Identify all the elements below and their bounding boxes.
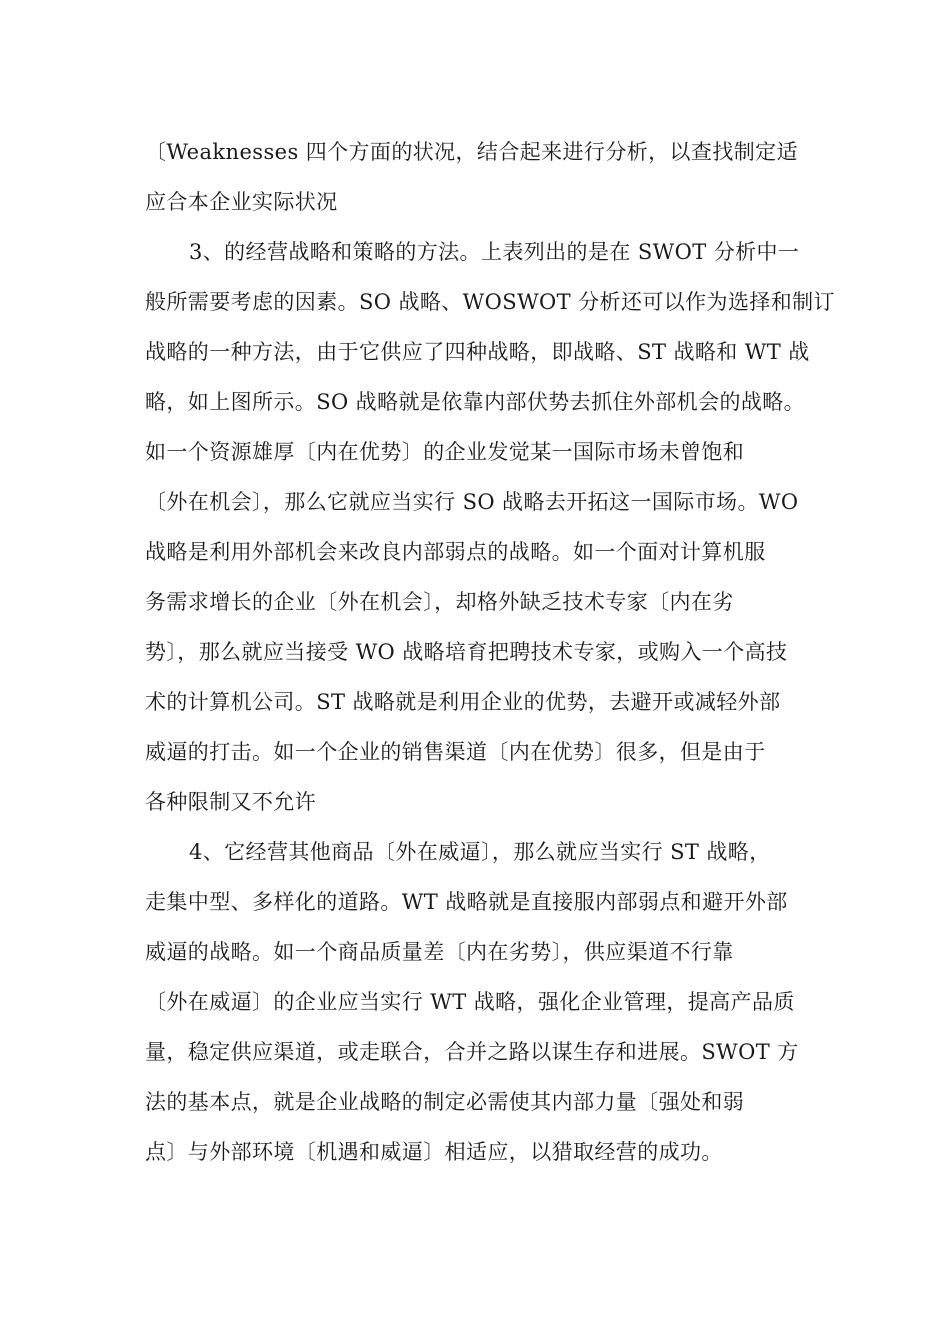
text-line: 各种限制又不允许 bbox=[145, 790, 317, 814]
text-line: 战略的一种方法，由于它供应了四种战略，即战略、ST 战略和 WT 战 bbox=[145, 340, 810, 364]
text-line: 〔Weaknesses 四个方面的状况，结合起来进行分析，以查找制定适 bbox=[145, 140, 798, 164]
text-line: 般所需要考虑的因素。SO 战略、WOSWOT 分析还可以作为选择和制订 bbox=[145, 290, 835, 314]
text-line: 3、的经营战略和策略的方法。上表列出的是在 SWOT 分析中一 bbox=[189, 240, 800, 264]
text-line: 术的计算机公司。ST 战略就是利用企业的优势，去避开或减轻外部 bbox=[145, 690, 781, 714]
text-line: 走集中型、多样化的道路。WT 战略就是直接服内部弱点和避开外部 bbox=[145, 890, 788, 914]
text-line: 如一个资源雄厚〔内在优势〕的企业发觉某一国际市场未曾饱和 bbox=[145, 440, 745, 464]
text-line: 4、它经营其他商品〔外在威逼〕，那么就应当实行 ST 战略， bbox=[189, 840, 771, 864]
text-line: 〔外在威逼〕的企业应当实行 WT 战略，强化企业管理，提高产品质 bbox=[145, 990, 795, 1014]
text-line: 〔外在机会〕，那么它就应当实行 SO 战略去开拓这一国际市场。WO bbox=[145, 490, 799, 514]
text-line: 点〕与外部环境〔机遇和威逼〕相适应，以猎取经营的成功。 bbox=[145, 1140, 723, 1164]
text-line: 量，稳定供应渠道，或走联合，合并之路以谋生存和进展。SWOT 方 bbox=[145, 1040, 799, 1064]
text-line: 威逼的打击。如一个企业的销售渠道〔内在优势〕很多，但是由于 bbox=[145, 740, 766, 764]
text-line: 略，如上图所示。SO 战略就是依靠内部伏势去抓住外部机会的战略。 bbox=[145, 390, 806, 414]
text-line: 应合本企业实际状况 bbox=[145, 190, 338, 214]
text-line: 威逼的战略。如一个商品质量差〔内在劣势〕，供应渠道不行靠 bbox=[145, 940, 734, 964]
text-line: 法的基本点，就是企业战略的制定必需使其内部力量〔强处和弱 bbox=[145, 1090, 745, 1114]
text-line: 战略是利用外部机会来改良内部弱点的战略。如一个面对计算机服 bbox=[145, 540, 766, 564]
text-line: 务需求增长的企业〔外在机会〕，却格外缺乏技术专家〔内在劣 bbox=[145, 590, 734, 614]
text-line: 势〕，那么就应当接受 WO 战略培育把聘技术专家，或购入一个高技 bbox=[145, 640, 788, 664]
